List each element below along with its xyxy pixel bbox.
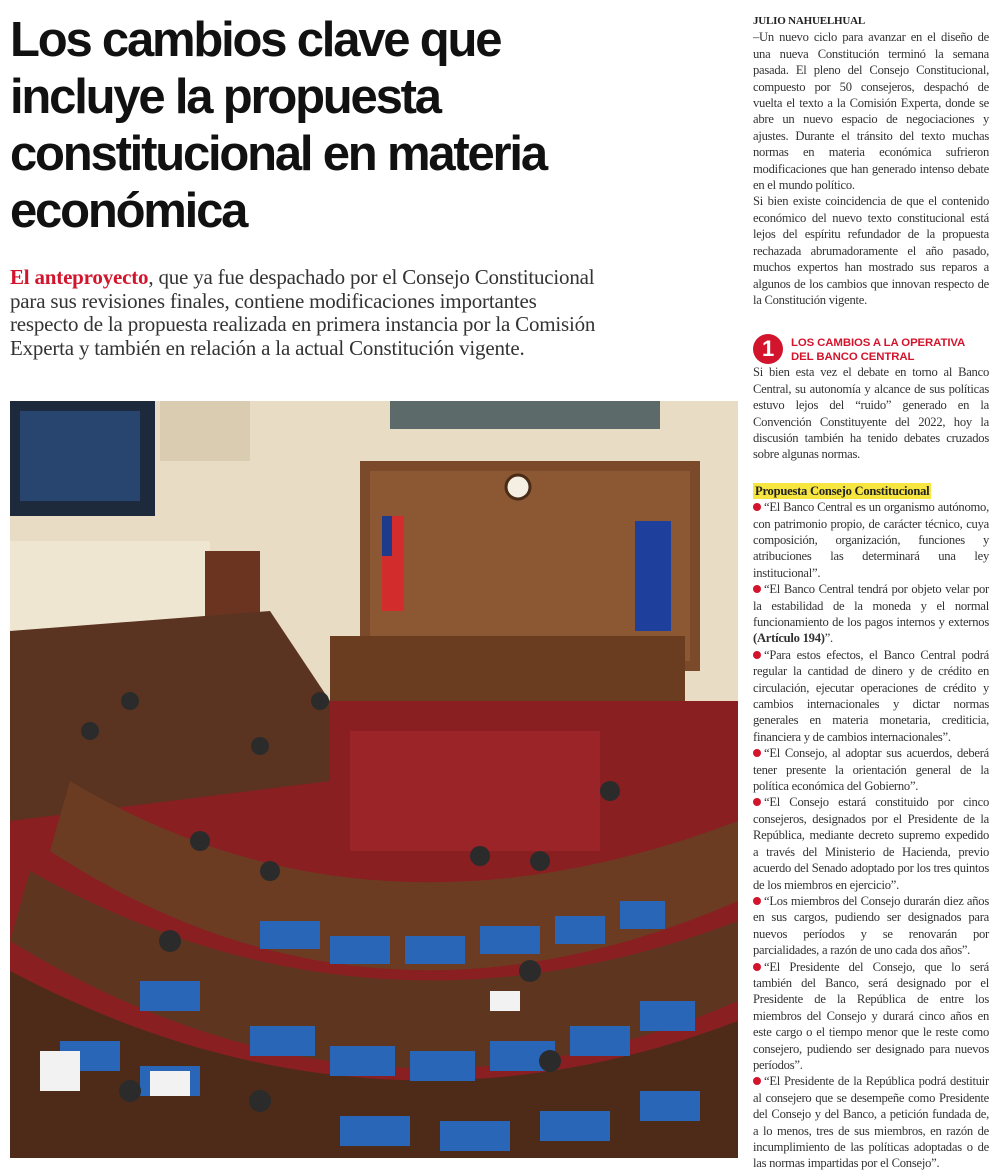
headline-line: incluye la propuesta	[10, 70, 440, 124]
highlight-subheading: Propuesta Consejo Constitucional	[755, 483, 930, 498]
bullet-item: “El Consejo estará constituido por cinco consejeros, designados por el Presidente de la República, mediante decreto supremo expedido a través del Ministerio de Hacienda, previo acuerdo del Senado adoptado por los tres quintos de los miembros en ejercicio”.	[753, 795, 989, 892]
deck-text: , que ya fue despachado por el Consejo Constitucional para sus revisiones finales, contiene modificaciones importantes respecto de la propuesta realizada en primera instancia por la Comisión Experta y también en relación a la actual Constitución vigente.	[10, 265, 596, 360]
deck	[10, 266, 600, 360]
chamber-photo	[10, 401, 738, 1158]
section-number-badge: 1	[753, 334, 783, 364]
headline	[10, 12, 610, 240]
bullet-item: “El Presidente del Consejo, que lo será también del Banco, será designado por el Presidente de la República de entre los miembros del Consejo y durará cinco años en este cargo o el tiempo menor que le reste como consejero, pudiendo ser designado para nuevos períodos”.	[753, 959, 989, 1072]
bullet-item: “El Banco Central es un organismo autónomo, con patrimonio propio, de carácter técnico, cuya composición, organización, funciones y atribuciones las determinará una ley institucional”.	[753, 500, 989, 580]
bullet-item: “Para estos efectos, el Banco Central podrá regular la cantidad de dinero y de crédito en circulación, ejecutar operaciones de crédito y cambios internacionales y dictar normas generales en materia monetaria, crediticia, financiera y de cambios internacionales”.	[753, 647, 989, 744]
bullet-text: “El Banco Central tendrá por objeto velar por la estabilidad de la moneda y el normal funcionamiento de los pagos internos y externos	[753, 582, 989, 629]
deck-lead: El anteproyecto	[10, 265, 149, 289]
article-paragraph: –Un nuevo ciclo para avanzar en el diseño de una nueva Constitución terminó la semana pasada. El pleno del Consejo Constitucional, compuesto por 50 consejeros, despachó de vuelta el texto a la Comisión Experta, donde se abre un nuevo espacio de negociaciones y ajustes. Durante el tránsito del texto muchas normas en materia económica sufrieron modificaciones que han generado intenso debate en el mundo político.	[753, 30, 989, 193]
bullet-end: ”.	[824, 631, 833, 646]
byline: JULIO NAHUELHUAL	[753, 15, 866, 27]
section-header	[753, 336, 989, 364]
bullet-item: “El Consejo, al adoptar sus acuerdos, deberá tener presente la orientación general de la política económica del Gobierno”.	[753, 746, 989, 794]
section-intro: Si bien esta vez el debate en torno al Banco Central, su autonomía y alcance de sus políticas estuvo lejos del “ruido” generado en la Convención Constituyente del 2022, hoy la discusión también ha tenido debates cruzados sobre algunas normas.	[753, 365, 989, 462]
bullet-item	[753, 581, 989, 647]
bullet-item: “Los miembros del Consejo durarán diez años en sus cargos, pudiendo ser designados para nuevos períodos y se renovarán por parcialidades, a razón de uno cada dos años”.	[753, 893, 989, 958]
headline-line: económica	[10, 184, 247, 238]
bullet-item: “El Presidente de la República podrá destituir al consejero que se desempeñe como Presidente del Consejo y del Banco, a petición fundada de, a lo menos, tres de sus miembros, en razón de incumplimiento de las políticas adoptadas o de las normas impartidas por el Consejo”.	[753, 1074, 989, 1171]
headline-line: Los cambios clave que	[10, 13, 501, 67]
section-title: LOS CAMBIOS A LA OPERATIVA DEL BANCO CENTRAL	[791, 337, 965, 364]
article-reference: (Artículo 194)	[753, 631, 825, 646]
article-column	[753, 13, 989, 1172]
headline-line: constitucional en materia	[10, 127, 546, 181]
article-paragraph: Si bien existe coincidencia de que el contenido económico del nuevo texto constitucional está lejos del espíritu refundador de la propuesta rechazada abrumadoramente el año pasado, muchos expertos han mostrado sus reparos a algunos de los cambios que innovan respecto de la Constitución vigente.	[753, 194, 989, 307]
